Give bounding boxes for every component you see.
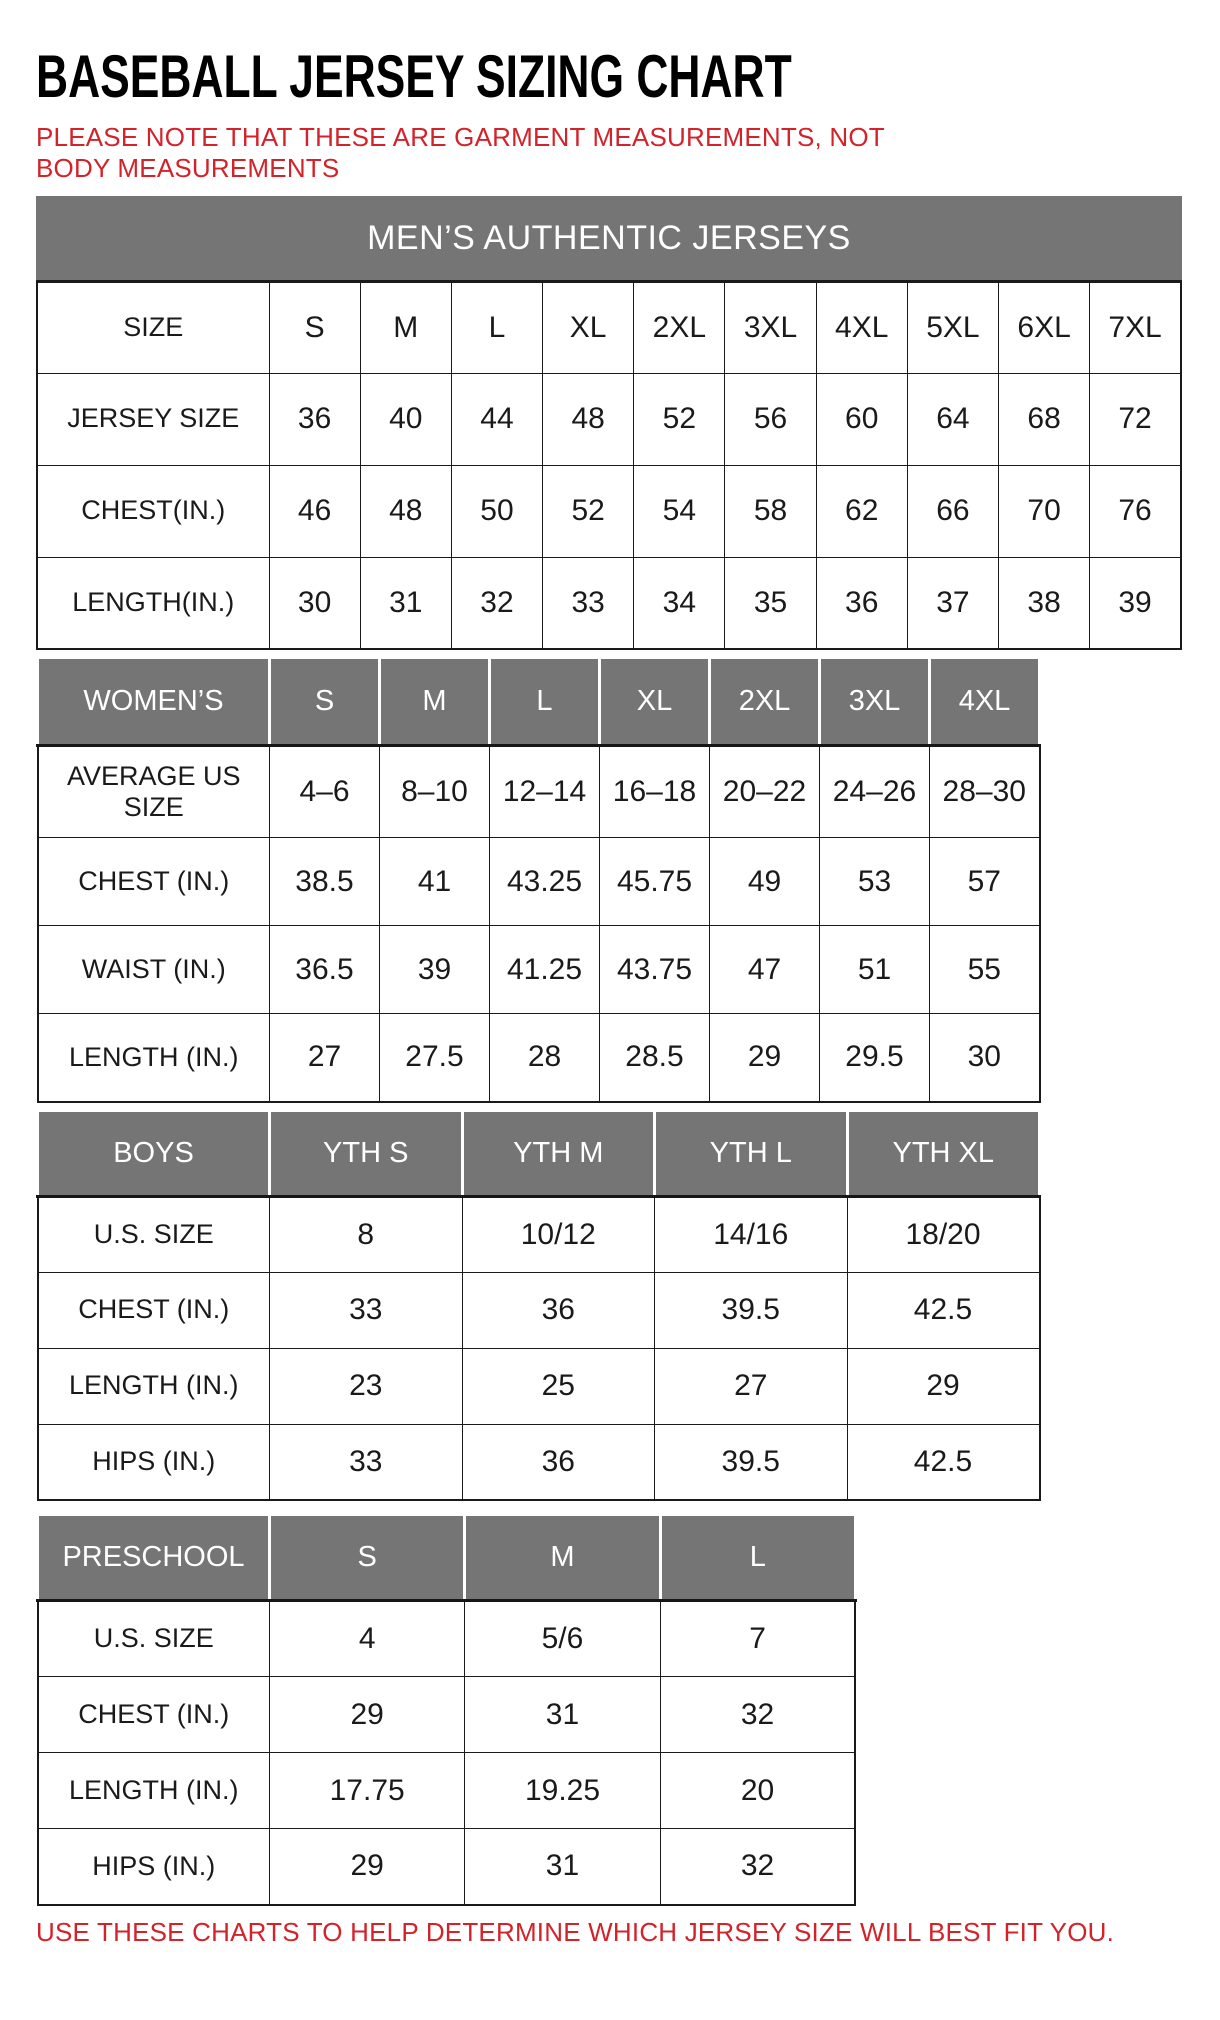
- boys-sizing-table: [36, 1109, 1041, 1502]
- size-value-cell: 38: [999, 557, 1090, 649]
- size-value-cell: 38.5: [270, 838, 380, 926]
- size-value-cell: 44: [451, 373, 542, 465]
- size-value-cell: 7XL: [1090, 281, 1181, 373]
- column-header: L: [490, 658, 600, 746]
- table-row: [38, 1829, 856, 1905]
- size-value-cell: 66: [907, 465, 998, 557]
- size-value-cell: 46: [269, 465, 360, 557]
- row-label: WAIST (IN.): [38, 926, 270, 1014]
- size-value-cell: 42.5: [847, 1424, 1040, 1500]
- size-value-cell: 36: [269, 373, 360, 465]
- table-row: [37, 465, 1181, 557]
- size-value-cell: 64: [907, 373, 998, 465]
- size-value-cell: 72: [1090, 373, 1181, 465]
- column-header: XL: [600, 658, 710, 746]
- size-value-cell: 56: [725, 373, 816, 465]
- column-header: 3XL: [820, 658, 930, 746]
- size-value-cell: 8: [270, 1196, 463, 1272]
- size-value-cell: 20–22: [710, 746, 820, 838]
- row-label: LENGTH (IN.): [38, 1348, 270, 1424]
- mens-table-banner: MEN’S AUTHENTIC JERSEYS: [37, 197, 1181, 281]
- column-header: 4XL: [930, 658, 1040, 746]
- boys-table-title-cell: BOYS: [38, 1110, 270, 1196]
- table-row: [38, 838, 1040, 926]
- row-label: CHEST (IN.): [38, 1272, 270, 1348]
- table-row: [37, 557, 1181, 649]
- size-value-cell: 68: [999, 373, 1090, 465]
- size-value-cell: 48: [543, 373, 634, 465]
- size-value-cell: 39.5: [655, 1272, 848, 1348]
- size-value-cell: 52: [543, 465, 634, 557]
- size-value-cell: 43.25: [490, 838, 600, 926]
- size-value-cell: 36.5: [270, 926, 380, 1014]
- size-value-cell: 28: [490, 1014, 600, 1102]
- size-value-cell: 2XL: [634, 281, 725, 373]
- mens-sizing-table: [36, 196, 1182, 650]
- size-value-cell: 70: [999, 465, 1090, 557]
- row-label: U.S. SIZE: [38, 1601, 270, 1677]
- size-value-cell: 39: [380, 926, 490, 1014]
- size-value-cell: 36: [462, 1424, 655, 1500]
- size-value-cell: 41.25: [490, 926, 600, 1014]
- preschool-table-title-cell: PRESCHOOL: [38, 1515, 270, 1601]
- size-value-cell: 58: [725, 465, 816, 557]
- column-header: YTH XL: [847, 1110, 1040, 1196]
- size-value-cell: 55: [930, 926, 1040, 1014]
- size-value-cell: 32: [660, 1677, 855, 1753]
- size-value-cell: 48: [360, 465, 451, 557]
- table-row: [38, 1272, 1040, 1348]
- size-value-cell: 33: [270, 1272, 463, 1348]
- row-label: LENGTH(IN.): [37, 557, 269, 649]
- column-header: YTH L: [655, 1110, 848, 1196]
- row-label: CHEST (IN.): [38, 1677, 270, 1753]
- row-label: SIZE: [37, 281, 269, 373]
- size-value-cell: 4–6: [270, 746, 380, 838]
- column-header: YTH M: [462, 1110, 655, 1196]
- size-value-cell: 5/6: [465, 1601, 660, 1677]
- row-label: CHEST(IN.): [37, 465, 269, 557]
- size-value-cell: 31: [465, 1829, 660, 1905]
- size-value-cell: 31: [465, 1677, 660, 1753]
- size-value-cell: 36: [816, 557, 907, 649]
- size-value-cell: 36: [462, 1272, 655, 1348]
- size-value-cell: 35: [725, 557, 816, 649]
- row-label: LENGTH (IN.): [38, 1014, 270, 1102]
- size-value-cell: 33: [270, 1424, 463, 1500]
- size-value-cell: 32: [660, 1829, 855, 1905]
- size-value-cell: 37: [907, 557, 998, 649]
- size-value-cell: 6XL: [999, 281, 1090, 373]
- size-value-cell: 33: [543, 557, 634, 649]
- garment-measurement-note: PLEASE NOTE THAT THESE ARE GARMENT MEASUREMENTS, NOT BODY MEASUREMENTS: [36, 122, 885, 183]
- table-row: [37, 373, 1181, 465]
- size-value-cell: 14/16: [655, 1196, 848, 1272]
- size-value-cell: 53: [820, 838, 930, 926]
- page-title: BASEBALL JERSEY SIZING CHART: [36, 43, 792, 110]
- size-value-cell: 29: [710, 1014, 820, 1102]
- size-value-cell: 54: [634, 465, 725, 557]
- row-label: HIPS (IN.): [38, 1424, 270, 1500]
- size-value-cell: 40: [360, 373, 451, 465]
- table-row: [37, 281, 1181, 373]
- preschool-sizing-table: [36, 1513, 857, 1906]
- size-value-cell: 16–18: [600, 746, 710, 838]
- size-value-cell: 4XL: [816, 281, 907, 373]
- column-header: 2XL: [710, 658, 820, 746]
- size-value-cell: 20: [660, 1753, 855, 1829]
- size-value-cell: 32: [451, 557, 542, 649]
- column-header: M: [380, 658, 490, 746]
- size-value-cell: 39.5: [655, 1424, 848, 1500]
- row-label: HIPS (IN.): [38, 1829, 270, 1905]
- size-value-cell: M: [360, 281, 451, 373]
- size-value-cell: 27: [270, 1014, 380, 1102]
- table-row: [38, 746, 1040, 838]
- size-value-cell: 39: [1090, 557, 1181, 649]
- size-value-cell: 29.5: [820, 1014, 930, 1102]
- size-value-cell: 18/20: [847, 1196, 1040, 1272]
- size-value-cell: 34: [634, 557, 725, 649]
- size-value-cell: S: [269, 281, 360, 373]
- table-row: [38, 1014, 1040, 1102]
- size-value-cell: 17.75: [270, 1753, 465, 1829]
- size-value-cell: 24–26: [820, 746, 930, 838]
- size-value-cell: 5XL: [907, 281, 998, 373]
- size-value-cell: 49: [710, 838, 820, 926]
- size-value-cell: 57: [930, 838, 1040, 926]
- table-row: [38, 926, 1040, 1014]
- size-value-cell: 28–30: [930, 746, 1040, 838]
- size-value-cell: 60: [816, 373, 907, 465]
- size-value-cell: 42.5: [847, 1272, 1040, 1348]
- row-label: LENGTH (IN.): [38, 1753, 270, 1829]
- size-value-cell: 29: [847, 1348, 1040, 1424]
- size-value-cell: 4: [270, 1601, 465, 1677]
- size-value-cell: 12–14: [490, 746, 600, 838]
- size-value-cell: 8–10: [380, 746, 490, 838]
- size-value-cell: 47: [710, 926, 820, 1014]
- size-value-cell: 19.25: [465, 1753, 660, 1829]
- size-value-cell: 27: [655, 1348, 848, 1424]
- size-value-cell: 23: [270, 1348, 463, 1424]
- row-label: JERSEY SIZE: [37, 373, 269, 465]
- size-value-cell: 31: [360, 557, 451, 649]
- size-value-cell: 51: [820, 926, 930, 1014]
- row-label: AVERAGE US SIZE: [38, 746, 270, 838]
- size-value-cell: 41: [380, 838, 490, 926]
- size-value-cell: 28.5: [600, 1014, 710, 1102]
- size-value-cell: 43.75: [600, 926, 710, 1014]
- size-value-cell: 50: [451, 465, 542, 557]
- column-header: M: [465, 1515, 660, 1601]
- size-value-cell: 10/12: [462, 1196, 655, 1272]
- column-header: YTH S: [270, 1110, 463, 1196]
- size-value-cell: 29: [270, 1829, 465, 1905]
- size-value-cell: 3XL: [725, 281, 816, 373]
- table-row: [38, 1677, 856, 1753]
- size-value-cell: 29: [270, 1677, 465, 1753]
- table-row: [38, 1601, 856, 1677]
- table-row: [38, 1424, 1040, 1500]
- size-value-cell: 52: [634, 373, 725, 465]
- column-header: S: [270, 658, 380, 746]
- size-value-cell: 7: [660, 1601, 855, 1677]
- row-label: U.S. SIZE: [38, 1196, 270, 1272]
- size-value-cell: 30: [930, 1014, 1040, 1102]
- size-value-cell: 30: [269, 557, 360, 649]
- womens-table-title-cell: WOMEN’S: [38, 658, 270, 746]
- size-value-cell: L: [451, 281, 542, 373]
- size-value-cell: 62: [816, 465, 907, 557]
- column-header: S: [270, 1515, 465, 1601]
- size-value-cell: 27.5: [380, 1014, 490, 1102]
- column-header: L: [660, 1515, 855, 1601]
- table-row: [38, 1196, 1040, 1272]
- table-row: [38, 1348, 1040, 1424]
- fit-advice-footer: USE THESE CHARTS TO HELP DETERMINE WHICH JERSEY SIZE WILL BEST FIT YOU.: [36, 1916, 1115, 1947]
- womens-sizing-table: [36, 656, 1041, 1103]
- sizing-chart-page: [0, 43, 1220, 1948]
- size-value-cell: XL: [543, 281, 634, 373]
- size-value-cell: 45.75: [600, 838, 710, 926]
- size-value-cell: 76: [1090, 465, 1181, 557]
- row-label: CHEST (IN.): [38, 838, 270, 926]
- size-value-cell: 25: [462, 1348, 655, 1424]
- table-row: [38, 1753, 856, 1829]
